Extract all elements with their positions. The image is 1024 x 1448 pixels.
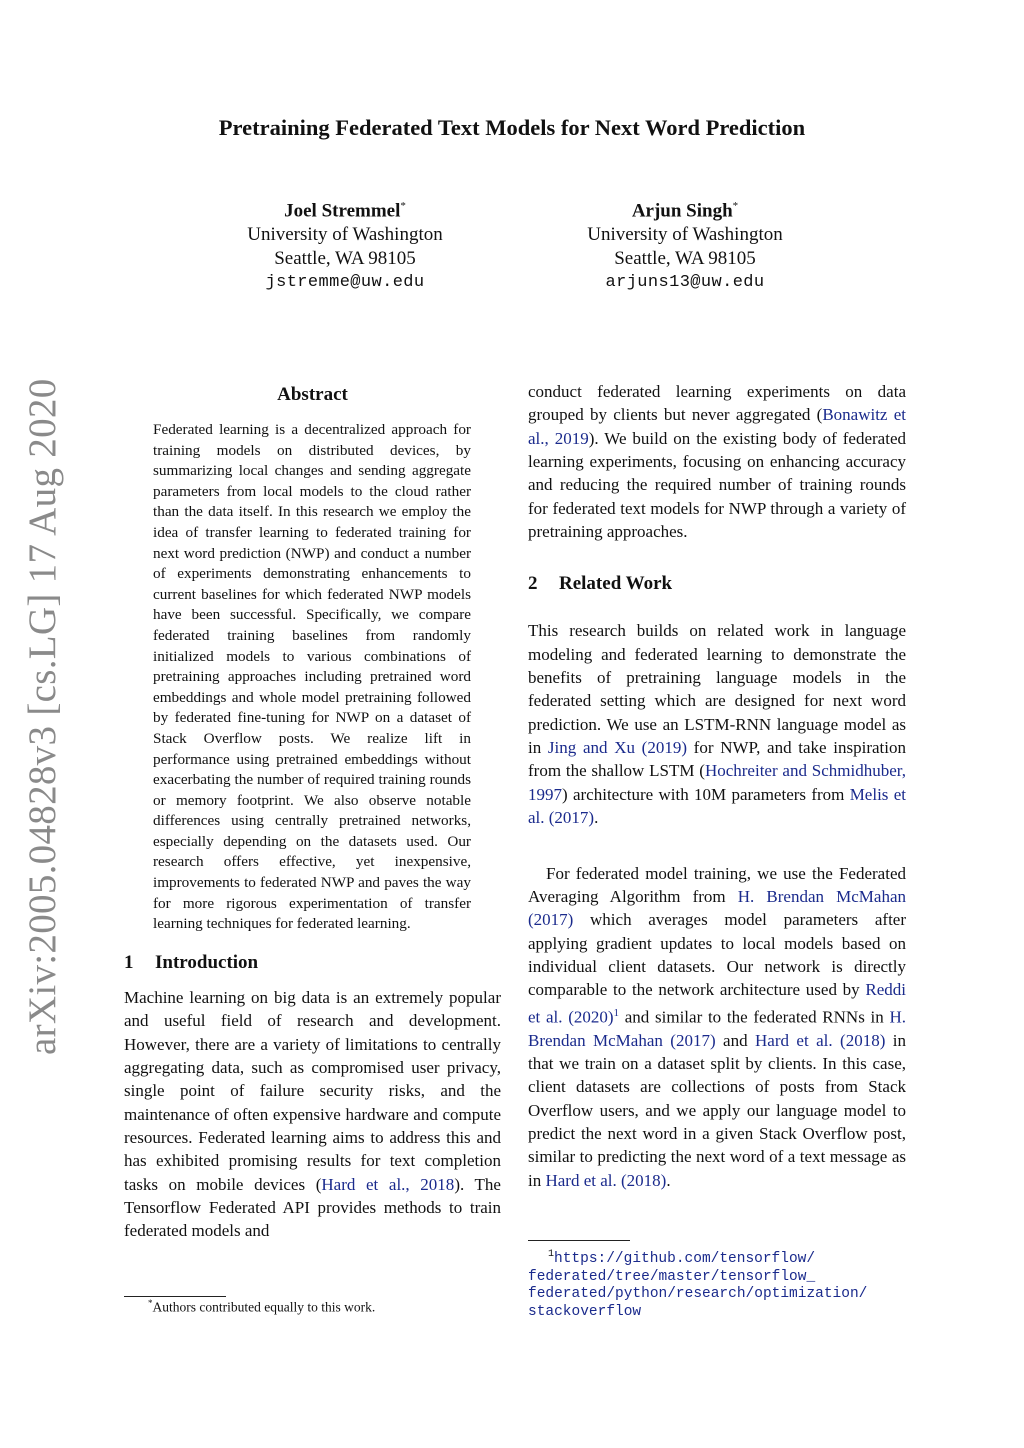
author-email[interactable]: jstremme@uw.edu	[265, 273, 425, 293]
section-title: Related Work	[559, 573, 673, 595]
author-address: Seattle, WA 98105	[614, 248, 756, 270]
abstract-heading: Abstract	[277, 384, 348, 405]
section-number: 1	[124, 951, 134, 973]
citation-link[interactable]: Hard et al. (2018)	[545, 1170, 667, 1190]
paper-title: Pretraining Federated Text Models for Next Word Prediction	[218, 115, 806, 140]
text-run: .	[666, 1170, 671, 1190]
citation-link[interactable]: Jing and Xu (2019)	[547, 738, 687, 758]
left-column	[124, 380, 501, 1243]
introduction-continued-paragraph	[528, 380, 906, 543]
right-column	[528, 380, 906, 1192]
text-run: for NWP, and take inspiration from the shallow LSTM (	[528, 738, 906, 781]
author-affiliation: University of Washington	[247, 224, 443, 246]
citation-link[interactable]: Hochreiter and Schmidhuber, 1997	[528, 761, 907, 804]
footnote-url-line[interactable]: federated/tree/master/tensorflow_	[528, 1268, 816, 1285]
text-run: ). The Tensorflow Federated API provides methods to train federated models and	[124, 1174, 501, 1241]
author-name: Arjun Singh	[631, 200, 733, 222]
footnote-url-line[interactable]: federated/python/research/optimization/	[528, 1286, 868, 1303]
text-run: which averages model parameters after applying gradient updates to local models based on individual client datasets. Our network is directly comparable to the network architecture used by	[528, 910, 906, 1000]
section-title: Introduction	[155, 951, 259, 973]
footnote-mark: *	[148, 1298, 153, 1308]
footnote-divider	[124, 1296, 226, 1297]
footnote-equal-contribution	[148, 1298, 488, 1316]
related-work-paragraph-2	[528, 862, 906, 1192]
text-run: This research builds on related work in language modeling and federated learning to demonstrate the benefits of pretraining language models in the federated setting which are designed for next word prediction. We use an LSTM-RNN language model as in	[528, 621, 906, 758]
footnote-mark: 1	[548, 1249, 555, 1260]
citation-link[interactable]: Hard et al. (2018)	[755, 1030, 886, 1050]
text-run: ) architecture with 10M parameters from	[562, 784, 850, 804]
author-mark: *	[732, 200, 739, 212]
author-mark: *	[400, 200, 406, 212]
section-heading-introduction	[124, 952, 501, 974]
footnote-url[interactable]	[528, 1246, 908, 1322]
citation-link[interactable]: Melis et al. (2017)	[528, 784, 906, 828]
author-email[interactable]: arjuns13@uw.edu	[605, 273, 765, 293]
author-block-2	[525, 194, 845, 295]
related-work-paragraph-1	[528, 619, 906, 829]
footnote-url-line[interactable]: stackoverflow	[528, 1303, 642, 1320]
introduction-paragraph	[124, 986, 501, 1243]
author-block-1	[185, 194, 505, 295]
text-run: conduct federated learning experiments on data grouped by clients but never aggregated (	[528, 382, 906, 425]
author-address: Seattle, WA 98105	[274, 248, 416, 270]
text-run: .	[594, 808, 599, 828]
text-run: in that we train on a dataset split by clients. In this case, client datasets are collections of posts from Stack Overflow users, and we apply our language model to predict the next word in a given Stack Overflow post, similar to predicting the next word of a text message as in	[528, 1030, 907, 1190]
author-affiliation: University of Washington	[587, 224, 783, 246]
footnote-text: Authors contributed equally to this work.	[152, 1299, 376, 1315]
footnote-divider	[528, 1240, 630, 1241]
footnote-url-line[interactable]: https://github.com/tensorflow/	[554, 1250, 816, 1267]
author-name: Joel Stremmel	[284, 200, 401, 222]
text-run: and similar to the federated RNNs in	[619, 1007, 890, 1027]
text-run: Machine learning on big data is an extremely popular and useful field of research and development. However, there are a variety of limitations to centrally aggregating data, such as compromised user privacy, single point of failure security risks, and the maintenance of often expensive hardware and compute resources. Federated learning aims to address this and has exhibited promising results for text completion tasks on mobile devices (	[124, 987, 501, 1194]
citation-link[interactable]: Bonawitz et al., 2019	[528, 405, 906, 448]
arxiv-identifier-stamp: arXiv:2005.04828v3 [cs.LG] 17 Aug 2020	[21, 378, 64, 1055]
citation-link[interactable]: H. Brendan McMahan (2017)	[528, 886, 906, 930]
section-heading-related-work	[528, 573, 906, 595]
footnote-reference[interactable]: 1	[613, 1006, 620, 1019]
text-run: ). We build on the existing body of federated learning experiments, focusing on enhancing accuracy and reducing the required number of training rounds for federated text models for NWP through a variety of pretraining approaches.	[528, 428, 906, 542]
section-number: 2	[528, 573, 538, 595]
citation-link[interactable]: Reddi et al. (2020)	[528, 980, 906, 1027]
citation-link[interactable]: H. Brendan McMahan (2017)	[528, 1007, 907, 1050]
citation-link[interactable]: Hard et al., 2018	[321, 1174, 455, 1194]
text-run: and	[715, 1030, 756, 1050]
text-run: For federated model training, we use the Federated Averaging Algorithm from	[528, 863, 906, 906]
abstract-text: Federated learning is a decentralized approach for training models on distributed devices, by summarizing local changes and sending aggregate parameters from local models to the cloud rather than the data itself. In this research we employ the idea of transfer learning to federated training for next word prediction (NWP) and conduct a number of experiments demonstrating enhancements to current baselines for which federated NWP models have been successful. Specifically, we compare federated training baselines from randomly initialized models to various combinations of pretraining approaches including pretrained word embeddings and whole model pretraining followed by federated fine-tuning for NWP on a dataset of Stack Overflow posts. We realize lift in performance using pretrained embeddings without exacerbating the number of required training rounds or memory footprint. We also observe notable differences using centrally pretrained networks, especially depending on the datasets used. Our research offers effective, yet inexpensive, improvements to federated NWP and paves the way for more rigorous experimentation of transfer learning techniques for federated learning.	[153, 421, 471, 933]
